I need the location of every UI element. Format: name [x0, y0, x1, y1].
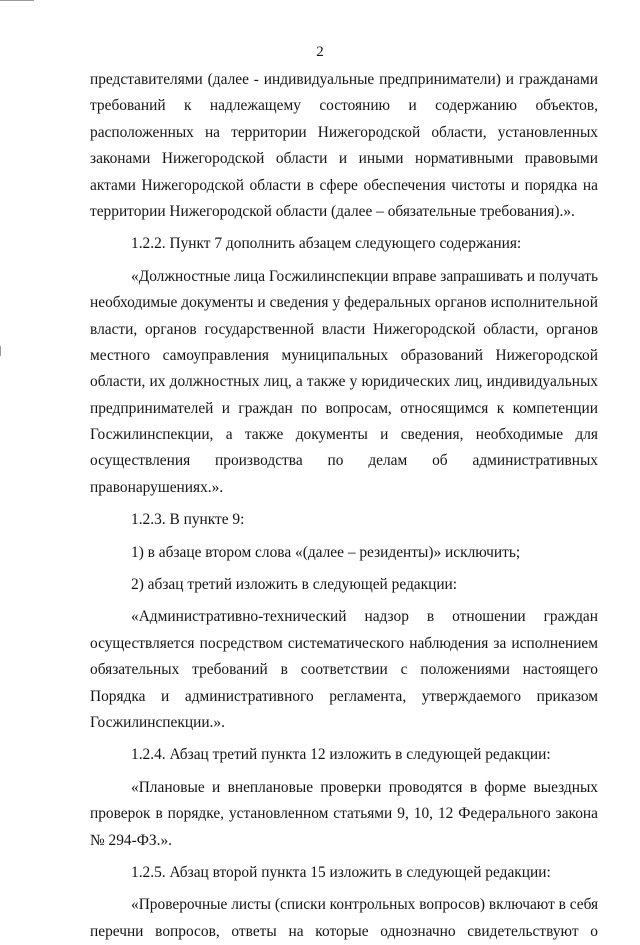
text-line: требований к надлежащему состоянию и содержанию объектов, [90, 97, 598, 115]
text-line: Госжилинспекции.». [90, 713, 225, 731]
text-line: местного самоуправления муниципальных образований Нижегородской [90, 346, 598, 364]
text-line: «Административно-технический надзор в отношении граждан [131, 608, 598, 626]
text-line: предпринимателей и граждан по вопросам, относящимся к компетенции [90, 399, 598, 417]
text-line: необходимые документы и сведения у федеральных органов исполнительной [90, 294, 598, 312]
text-line: территории Нижегородской области (далее – обязательные требования).». [90, 202, 575, 220]
text-line: проверок в порядке, установленном статьями 9, 10, 12 Федерального закона [90, 805, 598, 823]
scan-edge-mark-left [0, 346, 1, 356]
text-line: 1.2.5. Абзац второй пункта 15 изложить в следующей редакции: [131, 863, 551, 881]
scan-edge-mark-top-left [0, 0, 34, 1]
text-line: власти, органов государственной власти Нижегородской области, органов [90, 320, 598, 338]
text-line: осуществляется посредством систематического наблюдения за исполнением [90, 634, 598, 652]
text-line: 1) в абзаце втором слова «(далее – резиденты)» исключить; [131, 543, 521, 561]
text-line: представителями (далее - индивидуальные предприниматели) и гражданами [90, 71, 598, 88]
text-line: «Плановые и внеплановые проверки проводятся в форме выездных [131, 778, 598, 796]
text-line: расположенных на территории Нижегородской области, установленных [90, 123, 598, 141]
text-line: осуществления производства по делам об административных [90, 452, 598, 470]
text-line: 1.2.3. В пункте 9: [131, 511, 245, 529]
text-line: Порядка и административного регламента, утверждаемого приказом [90, 687, 598, 705]
text-line: 1.2.4. Абзац третий пункта 12 изложить в следующей редакции: [131, 746, 551, 764]
text-line: актами Нижегородской области в сфере обеспечения чистоты и порядка на [90, 176, 598, 194]
text-line: законами Нижегородской области и иными нормативными правовыми [90, 150, 598, 168]
text-line: обязательных требований в соответствии с положениями настоящего [90, 661, 598, 679]
text-line: области, их должностных лиц, а также у юридических лиц, индивидуальных [90, 373, 598, 391]
text-line: 2) абзац третий изложить в следующей редакции: [131, 576, 458, 594]
page-number: 2 [316, 44, 324, 60]
text-line: правонарушениях.». [90, 478, 224, 496]
text-line: «Проверочные листы (списки контрольных вопросов) включают в себя [131, 896, 598, 914]
text-line: № 294-ФЗ.». [90, 831, 173, 849]
text-line: 1.2.2. Пункт 7 дополнить абзацем следующего содержания: [131, 235, 522, 253]
text-line: Госжилинспекции, а также документы и сведения, необходимые для [90, 426, 598, 444]
document-body [90, 67, 598, 945]
text-line: перечни вопросов, ответы на которые однозначно свидетельствуют о [90, 922, 598, 940]
text-line: «Должностные лица Госжилинспекции вправе запрашивать и получать [131, 267, 598, 285]
